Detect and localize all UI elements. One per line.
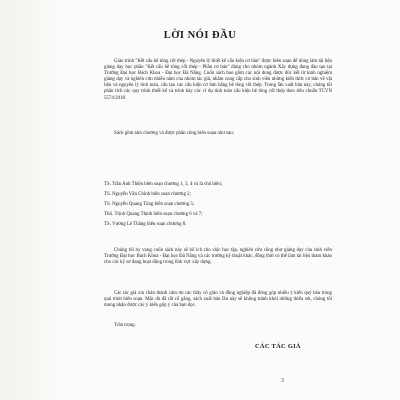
page-title: LỜI NÓI ĐẦU xyxy=(163,30,237,41)
intro-paragraph: Giáo trình "Kết cấu bê tông cốt thép - Nguyên lý thiết kế cấu kiện cơ bản" được biên soạn để dùng làm tài liệu giảng dạy học phần "Kết cấu bê tông cốt thép - Phần cơ bản" dùng cho nhóm ngành Xây dựng đang đào tạo tại Trường Đại học Bách Khoa - Đại học Đà Nẵng. Cuốn sách bao gồm các nội dung được đúc kết từ kinh nghiệm giảng dạy và nghiên cứu nhiều năm của nhóm tác giả, nhằm cung cấp cho sinh viên những kiến thức cơ bản về vật liệu và nguyên lý tính toán, cấu tạo các cấu kiện cơ bản bằng bê tông cốt thép. Trong lần xuất bản này, chúng tôi phân tích các quy trình thiết kế và trình bày các ví dụ tính toán cấu kiện bê tông cốt thép theo tiêu chuẩn TCVN 5574:2018. xyxy=(104,59,332,101)
structure-paragraph: Sách gồm tám chương và được phân công biên soạn như sau: xyxy=(114,131,235,136)
page-gutter-shadow xyxy=(0,0,60,400)
chapter-assignment: TS. Vương Lê Thắng biên soạn chương 8. xyxy=(104,222,187,227)
hope-paragraph: Chúng tôi hy vọng cuốn sách này sẽ bổ ích cho việc học tập, nghiên cứu cũng như giảng dạy của sinh viên Trường Đại học Bách Khoa - Đại học Đà Nẵng và các trường kỹ thuật khác, đồng thời có thể làm tài liệu tham khảo cho các kỹ sư đang hoạt động trong lĩnh vực xây dựng. xyxy=(104,248,332,266)
chapter-assignment: TS. Trần Anh Thiện biên soạn chương 1, 3, 4 và là chủ biên; xyxy=(104,182,223,187)
chapter-assignment: TS. Nguyễn Quang Tùng biên soạn chương 5; xyxy=(104,202,195,207)
authors-signature: CÁC TÁC GIẢ xyxy=(255,343,301,350)
closing-line: Trân trọng. xyxy=(114,323,136,328)
acknowledgement-paragraph: Các tác giả xin chân thành cảm ơn các thầy cô giáo và đồng nghiệp đã đóng góp nhiều ý kiến quý báu trong quá trình biên soạn. Mặc dù đã rất cố gắng, sách xuất bản lần này sẽ không tránh khỏi những thiếu sót, chúng tôi mong nhận được các ý kiến góp ý của bạn đọc. xyxy=(104,291,332,309)
page-number: 3 xyxy=(281,378,284,384)
chapter-assignment: ThS. Trịnh Quang Thịnh biên soạn chương 6 và 7; xyxy=(104,212,203,217)
chapter-assignment: TS. Nguyễn Văn Chính biên soạn chương 2; xyxy=(104,192,191,197)
